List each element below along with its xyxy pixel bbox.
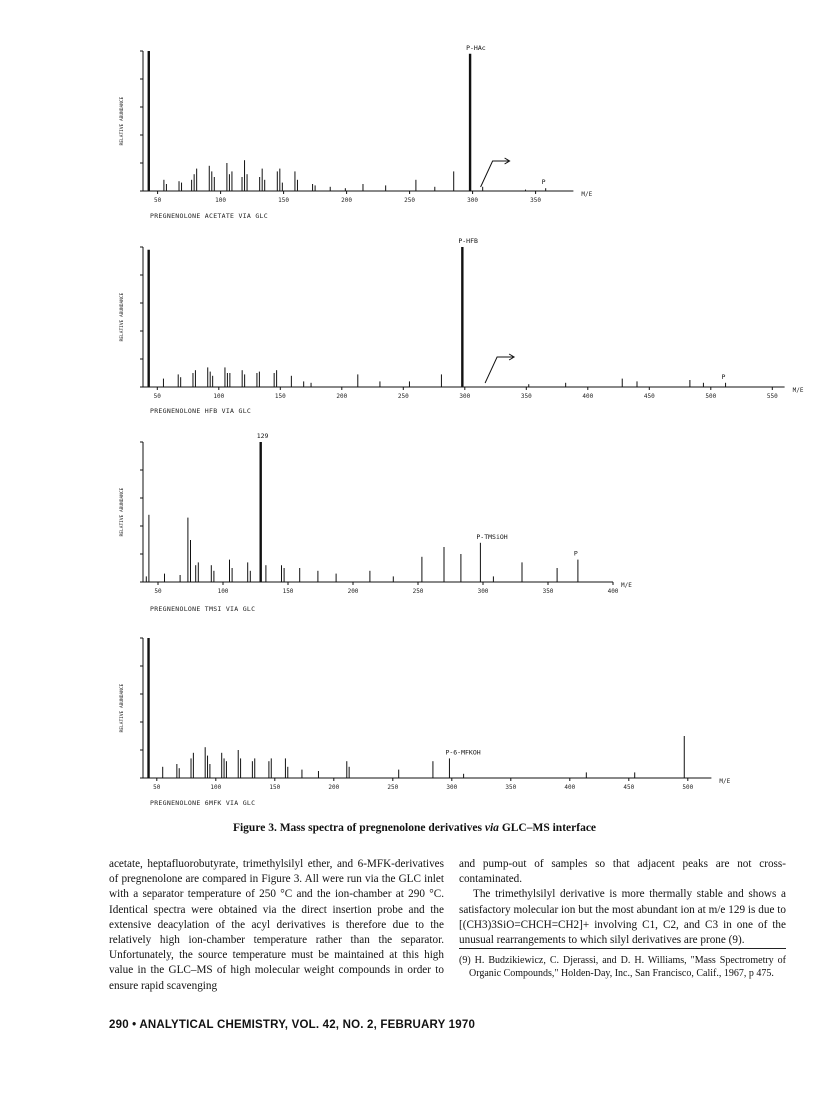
right-paragraph-1: and pump-out of samples so that adjacent peaks are not cross-contaminated. xyxy=(459,858,786,886)
x-unit-label: M/E xyxy=(792,387,804,394)
spectrum-acetate xyxy=(105,43,765,204)
page-footer: 290 • ANALYTICAL CHEMISTRY, VOL. 42, NO. 2, FEBRUARY 1970 xyxy=(109,1019,476,1031)
x-tick-label: 250 xyxy=(397,393,409,400)
x-tick-label: 550 xyxy=(766,393,778,400)
x-tick-label: 50 xyxy=(154,588,162,595)
x-unit-label: M/E xyxy=(719,778,731,785)
x10-arrow xyxy=(481,161,509,187)
footnote: (9) H. Budzikiewicz, C. Djerassi, and D. H. Williams, "Mass Spectrometry of Organic Compounds," Holden-Day, Inc., San Francisco, Calif., 1967, p 475. xyxy=(459,948,786,980)
x-tick-label: 150 xyxy=(269,784,281,791)
x-tick-label: 200 xyxy=(347,588,359,595)
x-tick-label: 50 xyxy=(153,197,162,204)
y-axis-label: RELATIVE ABUNDANCE xyxy=(120,683,125,733)
x-tick-label: 350 xyxy=(530,197,542,204)
x-tick-label: 350 xyxy=(542,588,554,595)
spectrum-acetate-caption: PREGNENOLONE ACETATE VIA GLC xyxy=(150,212,268,220)
spectrum-tmsi-caption: PREGNENOLONE TMSI VIA GLC xyxy=(150,605,256,613)
spectrum-tmsi-svg xyxy=(105,432,765,600)
spectrum-6mfk-caption: PREGNENOLONE 6MFK VIA GLC xyxy=(150,799,256,807)
x-tick-label: 250 xyxy=(412,588,424,595)
x-tick-label: 50 xyxy=(153,393,161,400)
x-tick-label: 50 xyxy=(153,784,161,791)
x-tick-label: 150 xyxy=(282,588,294,595)
y-axis-label: RELATIVE ABUNDANCE xyxy=(120,487,125,537)
x-tick-label: 450 xyxy=(623,784,635,791)
x-tick-label: 300 xyxy=(477,588,489,595)
x-tick-label: 200 xyxy=(341,197,353,204)
spectrum-acetate-svg xyxy=(105,43,765,204)
peak-label: P-6-MFKOH xyxy=(445,748,481,757)
spectrum-hfb xyxy=(105,237,804,400)
x-tick-label: 300 xyxy=(467,197,479,204)
left-paragraph: acetate, heptafluorobutyrate, trimethylsilyl ether, and 6-MFK-derivatives of pregnenolone are compared in Figure 3. All were run via the GLC inlet with a separator temperature of 250 °C and the ion-chamber at 290 °C. Identical spectra were obtained via the direct insertion probe and the extensive deacylation of the acyl derivatives is therefore due to the relatively high ion-chamber temperature rather than the separator. Unfortunately, the source temperature must be maintained at this high value in the GLC–MS of high molecular weight compounds in order to ensure rapid scavenging xyxy=(109,858,444,992)
peak-label: P-TMSiOH xyxy=(476,532,508,541)
spectrum-6mfk xyxy=(105,636,765,796)
y-axis-label: RELATIVE ABUNDANCE xyxy=(120,292,125,342)
figure-caption-post: GLC–MS interface xyxy=(501,822,597,834)
x-tick-label: 100 xyxy=(210,784,222,791)
x-tick-label: 400 xyxy=(564,784,576,791)
figure-caption-pre: Mass spectra of pregnenolone derivatives xyxy=(279,822,482,834)
spectrum-hfb-svg xyxy=(105,237,804,400)
peak-label: P-HAc xyxy=(466,43,486,52)
x-tick-label: 500 xyxy=(682,784,694,791)
right-paragraph-2: The trimethylsilyl derivative is more thermally stable and shows a satisfactory molecular ion but the most abundant ion at m/e 129 is due to [(CH3)3SiO=CHCH=CH2]+ involving C1, C2, and C3 in one of the unusual rearrangements to which silyl derivatives are prone (9). xyxy=(459,888,786,947)
figure-caption-via: via xyxy=(484,822,499,834)
right-column xyxy=(459,857,786,980)
x-tick-label: 300 xyxy=(459,393,471,400)
x-tick-label: 200 xyxy=(328,784,340,791)
x-unit-label: M/E xyxy=(621,582,632,589)
spectrum-tmsi xyxy=(105,432,765,600)
x-tick-label: 100 xyxy=(217,588,229,595)
x-tick-label: 250 xyxy=(387,784,399,791)
peak-label: P-HFB xyxy=(458,237,478,245)
y-axis-label: RELATIVE ABUNDANCE xyxy=(120,96,125,146)
figure-caption-label: Figure 3. xyxy=(232,822,277,834)
spectrum-hfb-caption: PREGNENOLONE HFB VIA GLC xyxy=(150,407,252,415)
figure-caption xyxy=(0,822,829,834)
peak-label: P xyxy=(721,372,726,381)
peak-label: P xyxy=(541,178,546,187)
x-tick-label: 100 xyxy=(213,393,225,400)
peak-label: P xyxy=(573,549,578,558)
x-tick-label: 350 xyxy=(520,393,532,400)
x-tick-label: 250 xyxy=(404,197,416,204)
peak-label: 129 xyxy=(256,432,269,440)
x-unit-label: M/E xyxy=(581,191,593,198)
x-tick-label: 400 xyxy=(607,588,619,595)
x-tick-label: 150 xyxy=(274,393,286,400)
x-tick-label: 300 xyxy=(446,784,458,791)
x-tick-label: 350 xyxy=(505,784,517,791)
x-tick-label: 200 xyxy=(336,393,348,400)
x-tick-label: 150 xyxy=(278,197,290,204)
left-column xyxy=(109,857,444,994)
x-tick-label: 450 xyxy=(643,393,655,400)
x10-arrow xyxy=(485,357,513,383)
x-tick-label: 500 xyxy=(705,393,717,400)
spectrum-6mfk-svg xyxy=(105,636,765,796)
x-tick-label: 100 xyxy=(215,197,227,204)
x-tick-label: 400 xyxy=(582,393,594,400)
